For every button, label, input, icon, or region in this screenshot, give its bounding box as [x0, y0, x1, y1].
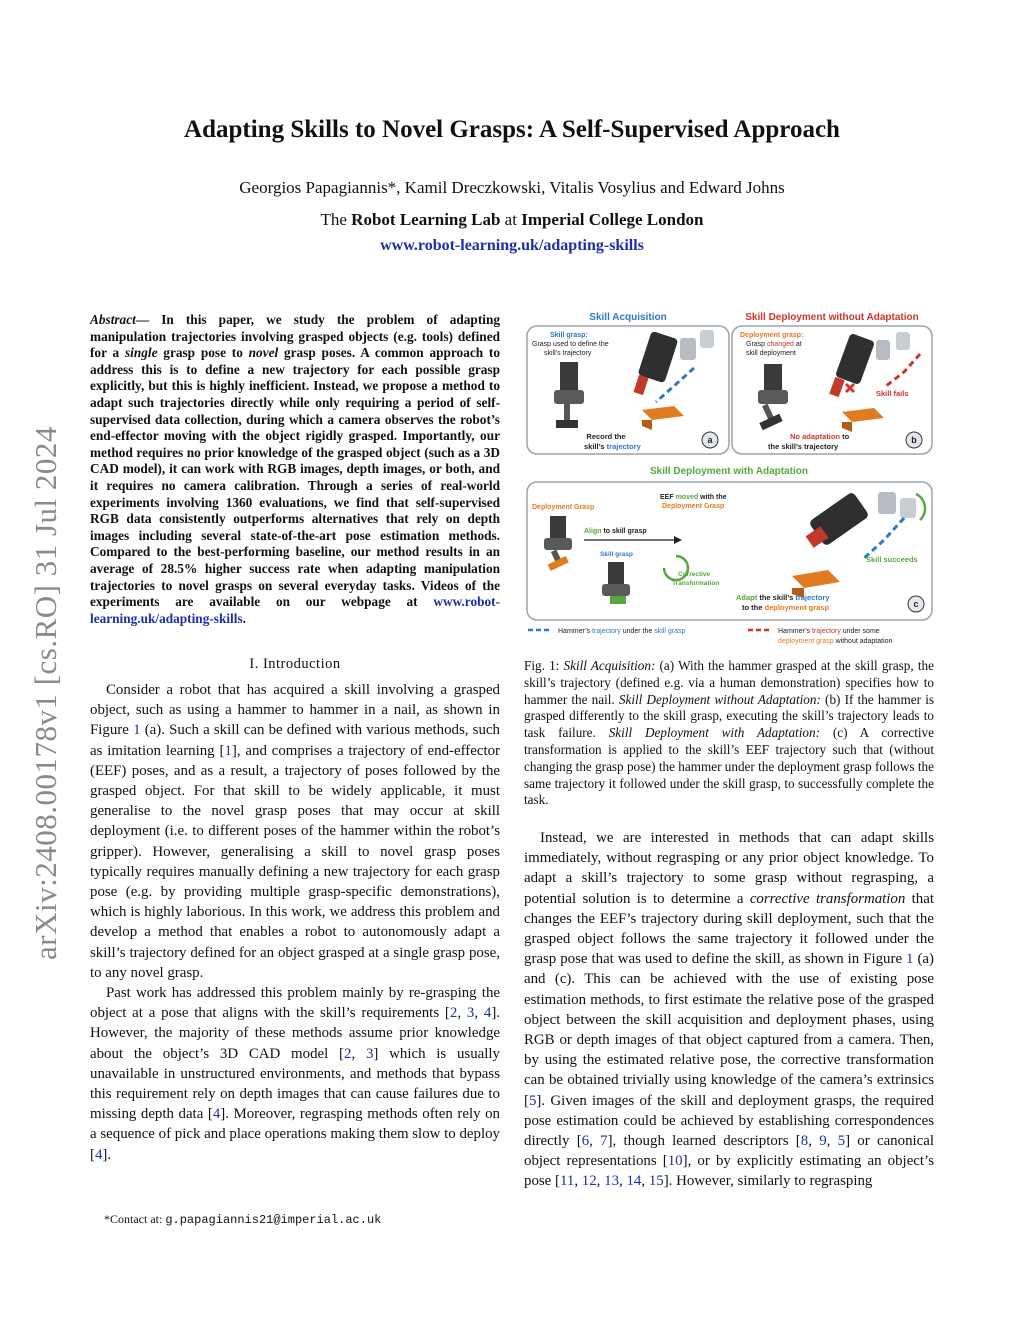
caption-emphasis: Skill Deployment without Adaptation: [618, 691, 821, 707]
highlight: trajectory [795, 593, 830, 602]
citation[interactable]: 2 [449, 1005, 458, 1022]
legend-skill [558, 628, 685, 635]
paper-title: Adapting Skills to Novel Grasps: A Self-Supervised Approach [184, 116, 840, 143]
abstract-emphasis: single [124, 345, 158, 361]
text: ], though learned descriptors [ [607, 1133, 801, 1150]
citation[interactable]: 3 [466, 1005, 475, 1022]
text: to skill grasp [601, 528, 647, 535]
robot-gripper [560, 362, 578, 392]
panel-b-badge-label: b [911, 435, 917, 445]
panel-b-caption [790, 432, 850, 441]
abstract-label: Abstract [90, 312, 136, 327]
figure-1-graphic [524, 306, 934, 650]
caption-label: Fig. 1: [524, 658, 564, 673]
abstract-text: — In this paper, we study the problem of adapting manipulation trajectories involving grasped objects (e.g. tools) defined for a [90, 312, 500, 361]
text: , [457, 1005, 467, 1022]
affiliation [0, 210, 1024, 230]
text: , [474, 1005, 484, 1022]
caption-text: (b) If the hammer is grasped differently to the skill grasp, executing the skill’s trajectory leads to task failure. [524, 691, 934, 741]
citation[interactable]: 7 [600, 1133, 608, 1150]
text: , [826, 1133, 838, 1150]
abstract [90, 312, 500, 627]
affiliation-prefix: The [320, 210, 352, 229]
abstract-text: grasp poses. A common approach to address this is to define a new trajectory for each possible grasp explicitly, but this is highly inefficient. Instead, we propose a method to adapt such trajectories directly while only requiring a period of self-supervised data collection, during which a camera observes the robot’s end-effector moving with the object rigidly grasped. Importantly, our method requires no prior knowledge of the grasped object (such as a 3D CAD model), it can work with RGB images, depth images, or both, and it requires no camera calibration. Through a series of real-world experiments involving 1360 evaluations, we find that self-supervised RGB data consistently outperforms alternatives that rely on depth images including several state-of-the-art pose estimation methods. Compared to the best-performing baseline, our method results in an average of 28.5% higher success rate when adapting manipulation trajectories to novel grasps on several everyday tasks. Videos of the experiments are available on our webpage at [90, 345, 501, 610]
caption-text: (a) With the hammer grasped at the skill grasp, the skill’s trajectory (defined e.g. via a human demonstration) specifies how to hammer the nail. [524, 658, 934, 707]
text: ]. However, the majority of these methods assume prior knowledge about the object’s 3D CAD model [ [90, 1005, 500, 1062]
hammer-head [556, 420, 578, 428]
robot-gripper-ghost [896, 332, 910, 350]
abstract-webpage-link[interactable]: www.robot-learning.uk/adapting-skills [90, 594, 500, 626]
text: , [596, 1173, 605, 1190]
panel-c-badge-label: c [913, 599, 919, 609]
citation[interactable]: 1 [224, 742, 232, 759]
affiliation-at: at [500, 210, 522, 229]
body-paragraph [524, 828, 934, 1192]
panel-c-eef-label [660, 494, 727, 501]
panel-c-corrective-label: Corrective [678, 571, 711, 578]
intro-column [90, 680, 500, 1165]
citation[interactable]: 12 [581, 1173, 597, 1190]
panel-c-success-label: Skill succeeds [866, 555, 918, 564]
text: Instead, we are interested in methods that can adapt skills immediately, without regrasping or any prior object knowledge. To adapt a skill’s trajectory to some grasp without regrasping, a potential solution is to determine a [524, 830, 934, 907]
contact-email[interactable]: g.papagiannis21@imperial.ac.uk [165, 1213, 382, 1227]
panel-c-align-label [584, 528, 647, 535]
intro-paragraph [90, 680, 500, 983]
panel-c-skill-grasp-label: Skill grasp [600, 551, 633, 558]
text: , [641, 1173, 649, 1190]
citation[interactable]: 8 [800, 1133, 809, 1150]
arxiv-identifier: arXiv:2408.00178v1 [cs.RO] 31 Jul 2024 [28, 426, 63, 960]
citation[interactable]: 10 [667, 1153, 683, 1170]
text: Hammer’s [778, 628, 812, 635]
panel-c-title: Skill Deployment with Adaptation [650, 466, 808, 477]
text: Hammer’s [558, 628, 592, 635]
citation[interactable]: 6 [581, 1133, 590, 1150]
panel-b-caption: the skill’s trajectory [768, 442, 839, 451]
highlight: changed [767, 341, 794, 348]
panel-c-eef-label: Deployment Grasp [662, 503, 725, 510]
text: with the [698, 494, 727, 501]
citation[interactable]: 4 [94, 1146, 103, 1163]
robot-gripper-ghost [680, 338, 696, 360]
caption-emphasis: Skill Acquisition: [563, 658, 656, 673]
text: that changes the EEF’s trajectory during skill deployment, such that the grasped object follows the same trajectory it followed under the grasp pose that was used to define the skill, as shown in Figure [524, 890, 934, 968]
citation[interactable]: 2 [344, 1045, 352, 1062]
text: ]. However, similarly to regrasping [663, 1173, 873, 1190]
text: , [574, 1173, 582, 1190]
text: to the [742, 603, 765, 612]
text: Consider a robot that has acquired a skill involving a grasped object, such as using a hammer to hammer in a nail, as shown in Figure [90, 682, 500, 739]
citation[interactable]: 5 [528, 1092, 537, 1109]
figure-1 [524, 306, 934, 650]
text: without adaptation [833, 638, 893, 645]
text: , [619, 1173, 627, 1190]
highlight: trajectory [606, 442, 641, 451]
text: ], and comprises a trajectory of end-effector (EEF) poses, and as a result, a trajectory of poses followed by the grasped object. For that skill to be widely applicable, it must generalise to the novel grasp poses that may occur at skill deployment (i.e. to different poses of the hammer within the robot’s gripper). However, generalising a skill to novel grasp poses typically requires manually defining a new trajectory for each grasp pose (e.g. by providing multiple grasp-specific demonstrations), which is highly laborious. In this work, we address this problem and develop a method that enables a robot to autonomously adapt a skill’s trajectory defined for an object grasped at a single grasp pose, to any novel grasp. [90, 742, 500, 981]
text: ]. Moreover, regrasping methods often rely on a sequence of pick and place operations making them slow to deploy [ [90, 1106, 500, 1163]
text: under some [840, 628, 880, 635]
author-list: Georgios Papagiannis*, Kamil Dreczkowski, Vitalis Vosylius and Edward Johns [239, 178, 785, 197]
text: , [589, 1133, 601, 1150]
highlight: trajectory [591, 628, 621, 635]
citation[interactable]: 4 [483, 1005, 492, 1022]
panel-a-badge-label: a [707, 435, 713, 445]
text: ]. Given images of the skill and deployment grasps, the required pose estimation could be achieved by establishing correspondences directly [ [524, 1092, 934, 1150]
text: the skill’s [757, 593, 796, 602]
legend-deployment [778, 628, 880, 635]
panel-c-frame [527, 482, 932, 620]
right-column [524, 828, 934, 1192]
citation[interactable]: 11 [559, 1173, 575, 1190]
section-heading-introduction: I. Introduction [249, 656, 341, 672]
lab-name: Robot Learning Lab [351, 210, 501, 229]
text: under the [620, 628, 655, 635]
citation[interactable]: 14 [626, 1173, 642, 1190]
citation[interactable]: 15 [648, 1173, 664, 1190]
citation[interactable]: 3 [365, 1045, 374, 1062]
highlight: skill grasp [654, 628, 686, 635]
text: EEF [660, 494, 676, 501]
text: ] which is usually unavailable in unstructured environments, and methods that bypass this requirement rely on depth images that can cause failures due to missing depth data [ [90, 1045, 500, 1123]
panel-a-grasp-desc: Grasp used to define the [532, 341, 609, 348]
panel-b-grasp-desc: skill deployment [746, 350, 796, 357]
robot-gripper [554, 390, 584, 404]
robot-gripper [758, 390, 788, 404]
highlight: trajectory [811, 628, 841, 635]
highlight: deployment grasp [764, 603, 830, 612]
panel-b-title: Skill Deployment without Adaptation [745, 312, 919, 323]
robot-gripper [544, 538, 572, 550]
text: skill’s [584, 442, 607, 451]
text: ]. [102, 1146, 112, 1163]
text: to [840, 432, 850, 441]
citation[interactable]: 13 [604, 1173, 620, 1190]
panel-b-grasp-desc [746, 341, 802, 348]
panel-c-corrective-label: Transformation [672, 580, 720, 587]
abstract-emphasis: novel [248, 345, 279, 361]
highlight: Adapt [736, 593, 758, 602]
text: ], or by explicitly estimating an object’s pose [ [524, 1153, 934, 1190]
text: at [793, 341, 802, 348]
text: (a). Such a skill can be defined with various methods, such as imitation learning [ [90, 722, 500, 759]
robot-gripper [602, 584, 630, 596]
abstract-text: . [242, 610, 246, 626]
figure-1-caption [524, 658, 934, 809]
footnote [104, 1212, 381, 1227]
robot-gripper-ghost [900, 498, 916, 518]
figure-ref[interactable]: 1 [133, 722, 141, 739]
college-name: Imperial College London [521, 210, 704, 229]
text: ] or canonical object representations [ [524, 1133, 935, 1170]
panel-b-fail-label: Skill fails [876, 389, 909, 398]
citation[interactable]: 4 [212, 1106, 221, 1123]
panel-c-deploy-label: Deployment Grasp [532, 504, 595, 511]
text: (a) and (c). This can be achieved with the use of existing pose estimation methods, to first estimate the relative pose of the grasped object between the skill acquisition and deployment phases, using RGB or depth images of that object captured from a camera. Then, by using the estimated relative pose, the corrective transformation can be obtained trivially using knowledge of the camera’s extrinsics [ [524, 951, 934, 1109]
panel-a-grasp-desc: skill’s trajectory [544, 350, 592, 357]
text: Past work has addressed this problem mainly by re-grasping the object at a pose that aligns with the skill’s requirements [ [90, 985, 500, 1022]
hammer-head [610, 596, 626, 604]
text: , [808, 1133, 820, 1150]
figure-ref[interactable]: 1 [906, 951, 914, 968]
highlight: No adaptation [790, 432, 840, 441]
abstract-text: grasp pose to [157, 345, 249, 361]
panel-a-caption: Record the [586, 432, 626, 441]
robot-gripper [764, 364, 782, 392]
legend-deployment [778, 638, 893, 645]
panel-a-caption [584, 442, 642, 451]
robot-gripper-ghost [876, 340, 890, 360]
citation[interactable]: 5 [837, 1133, 846, 1150]
project-url[interactable]: www.robot-learning.uk/adapting-skills [380, 237, 644, 254]
robot-gripper-ghost [700, 330, 714, 348]
intro-paragraph [90, 983, 500, 1165]
text: Grasp [746, 341, 768, 348]
panel-b-grasp-label: Deployment grasp: [740, 332, 804, 339]
panel-a-title: Skill Acquisition [589, 312, 667, 323]
highlight: moved [675, 494, 699, 501]
robot-gripper-ghost [878, 492, 896, 514]
caption-text: (c) A corrective transformation is applied to the skill’s EEF trajectory such that (without changing the grasp pose) the hammer under the deployment grasp follows the same trajectory it followed under the skill grasp, to successfully complete the task. [524, 725, 935, 808]
highlight: deployment grasp [778, 638, 834, 645]
text: , [351, 1045, 366, 1062]
citation[interactable]: 9 [819, 1133, 827, 1150]
panel-c-caption [742, 603, 830, 612]
panel-a-grasp-label: Skill grasp: [550, 332, 588, 339]
panel-c-caption [736, 593, 830, 602]
highlight: Align [584, 528, 602, 535]
emphasis: corrective transformation [749, 890, 906, 907]
caption-emphasis: Skill Deployment with Adaptation: [608, 725, 820, 741]
footnote-label: *Contact at: [104, 1212, 166, 1226]
